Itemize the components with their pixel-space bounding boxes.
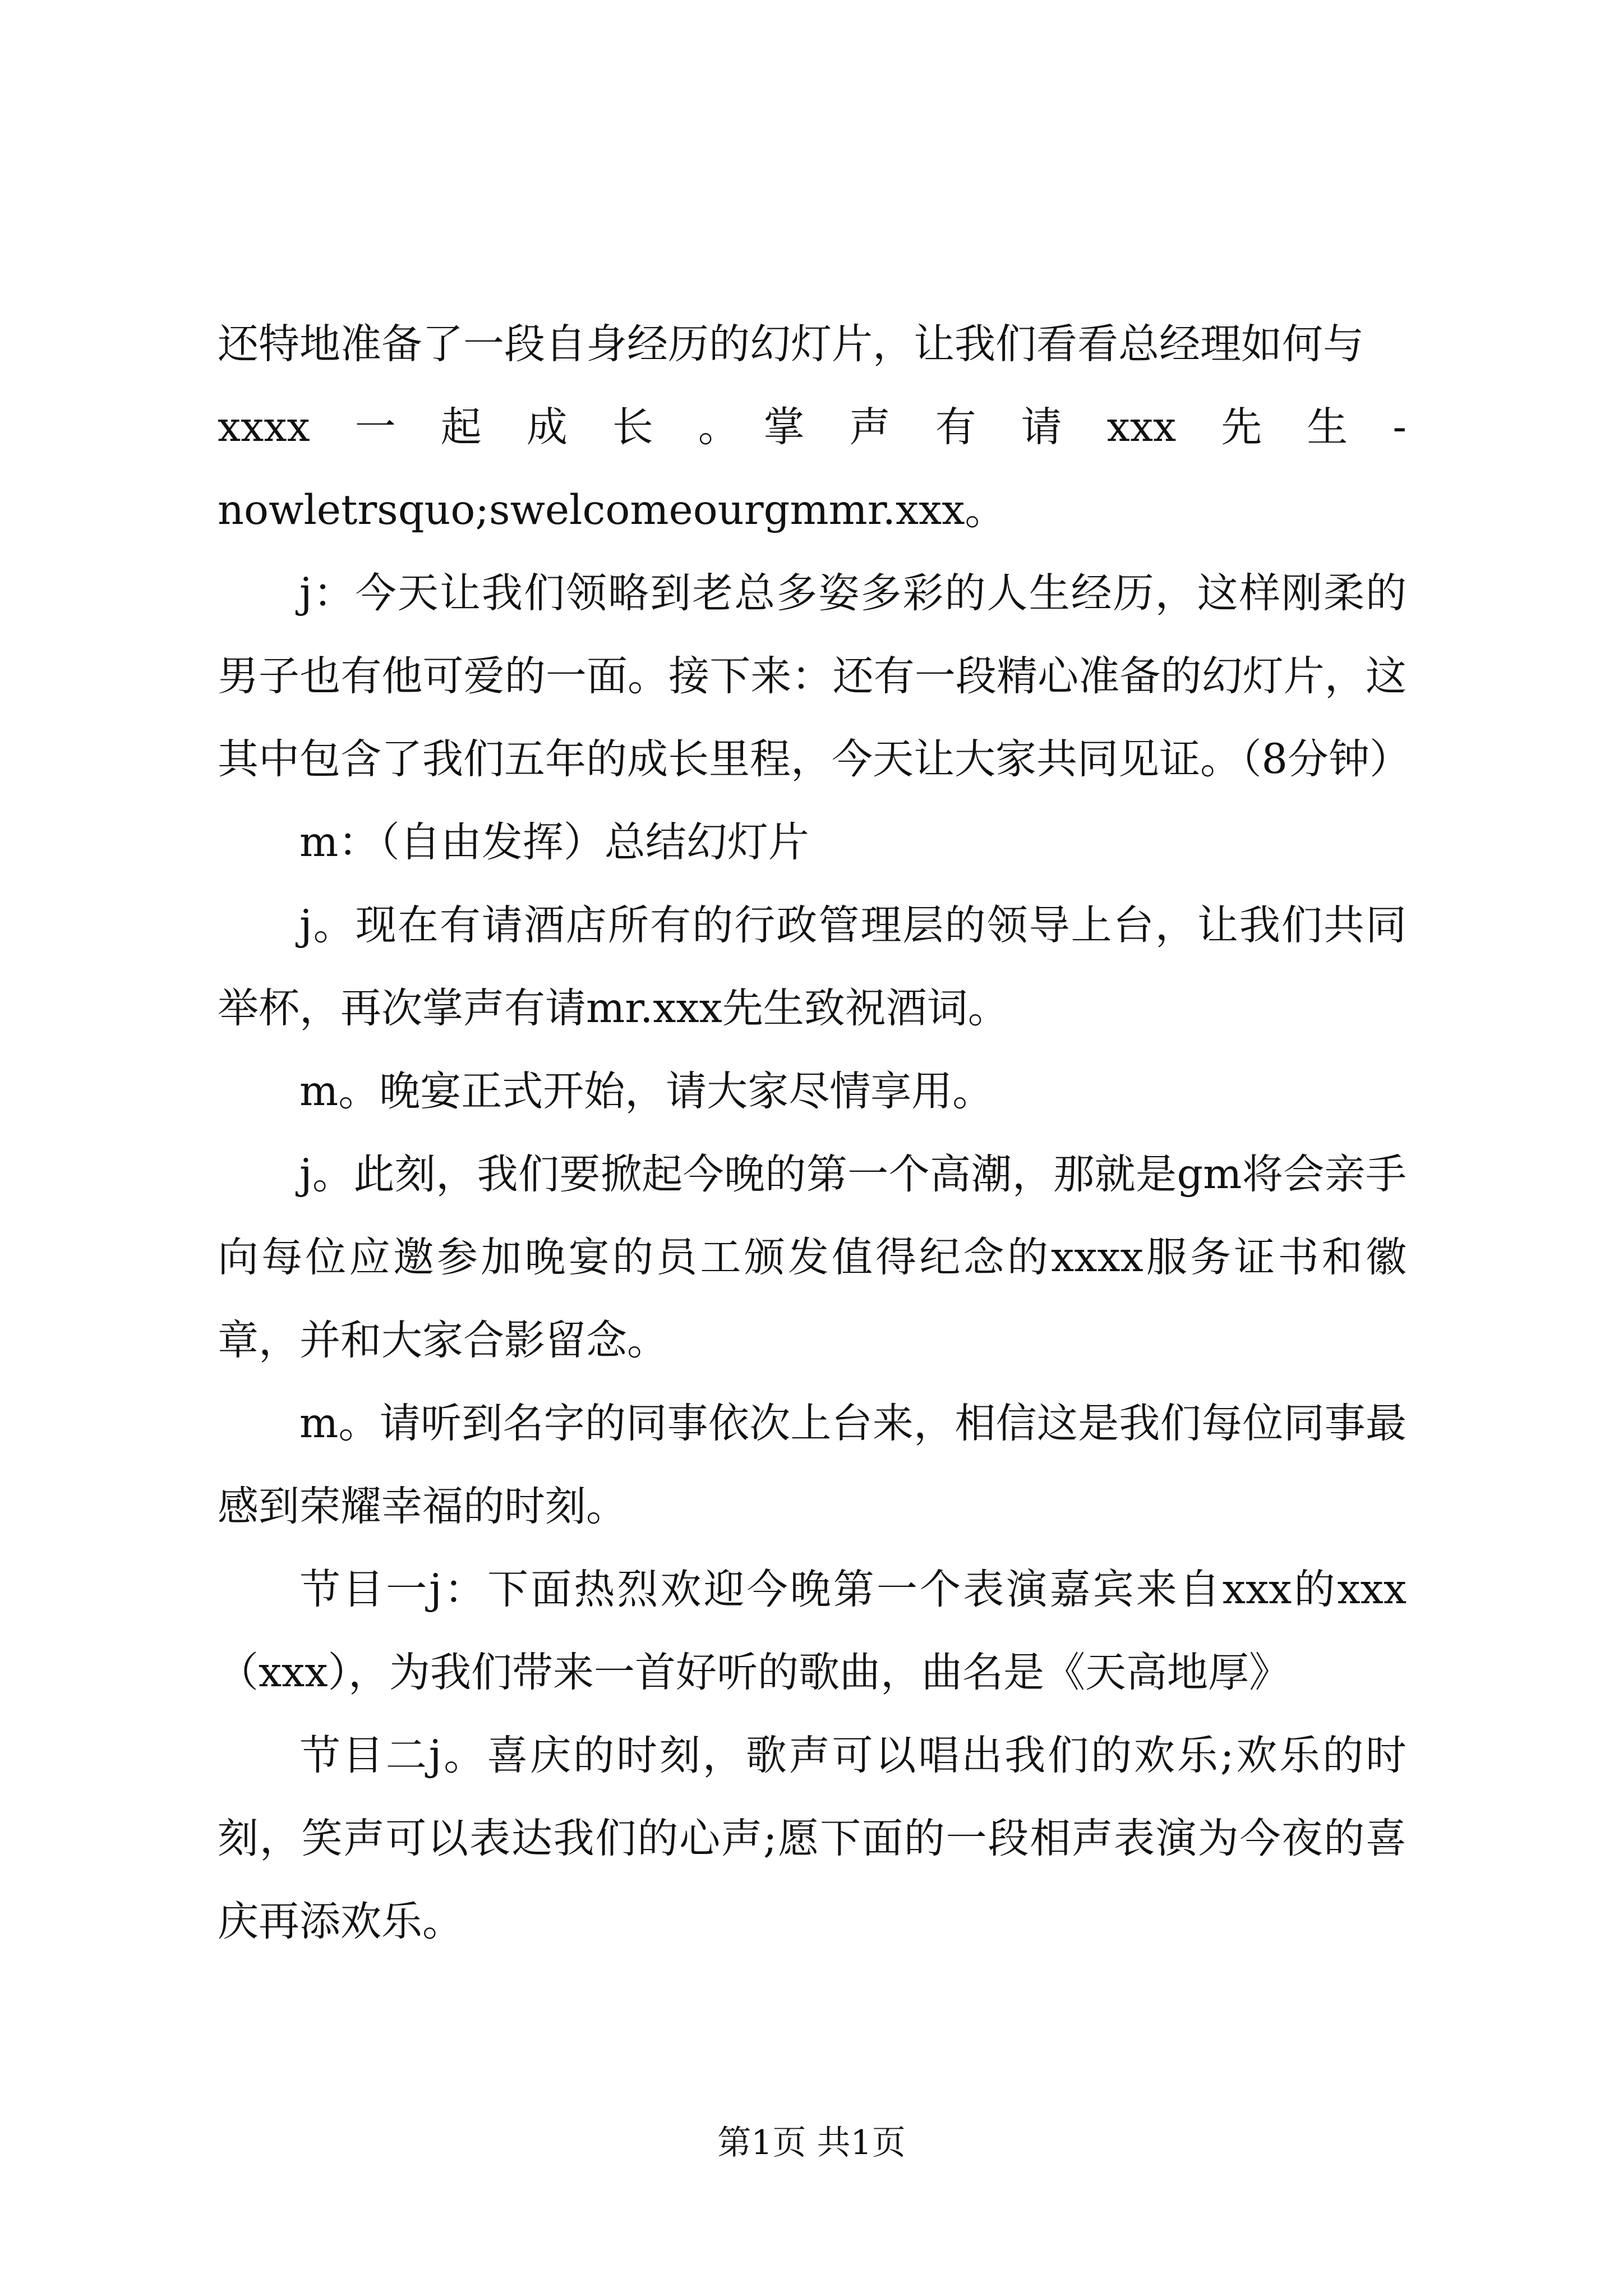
paragraph: j。现在有请酒店所有的行政管理层的领导上台，让我们共同举杯，再次掌声有请mr.xxx先生致祝酒词。 (218, 901, 1407, 1032)
text-line: 还特地准备了一段自身经历的幻灯片，让我们看看总经理如何与 (218, 320, 1364, 368)
paragraph: j：今天让我们领略到老总多姿多彩的人生经历，这样刚柔的男子也有他可爱的一面。接下来：还有一段精心准备的幻灯片，这其中包含了我们五年的成长里程，今天让大家共同见证。（8分钟） (218, 569, 1410, 783)
document-body (218, 303, 1410, 1963)
paragraph: 节目一j：下面热烈欢迎今晚第一个表演嘉宾来自xxx的xxx（xxx），为我们带来一首好听的歌曲，曲名是《天高地厚》 (218, 1566, 1407, 1696)
page-footer: 第1页 共1页 (717, 2123, 906, 2162)
paragraph: j。此刻，我们要掀起今晚的第一个高潮，那就是gm将会亲手向每位应邀参加晚宴的员工颁发值得纪念的xxxx服务证书和徽章，并和大家合影留念。 (218, 1151, 1407, 1364)
text-line: nowletrsquo;swelcomeourgmmr.xxx。 (218, 486, 1006, 534)
text-line: xxxx 一 起 成 长 。 掌 声 有 请 xxx 先 生 - (218, 403, 1407, 451)
paragraph: m。请听到名字的同事依次上台来，相信这是我们每位同事最感到荣耀幸福的时刻。 (218, 1400, 1407, 1530)
paragraph: m。晚宴正式开始，请大家尽情享用。 (299, 1068, 994, 1115)
paragraph: 节目二j。喜庆的时刻，歌声可以唱出我们的欢乐;欢乐的时刻，笑声可以表达我们的心声;愿下面的一段相声表演为今夜的喜庆再添欢乐。 (218, 1732, 1407, 1945)
paragraph: m：（自由发挥）总结幻灯片 (299, 818, 809, 866)
